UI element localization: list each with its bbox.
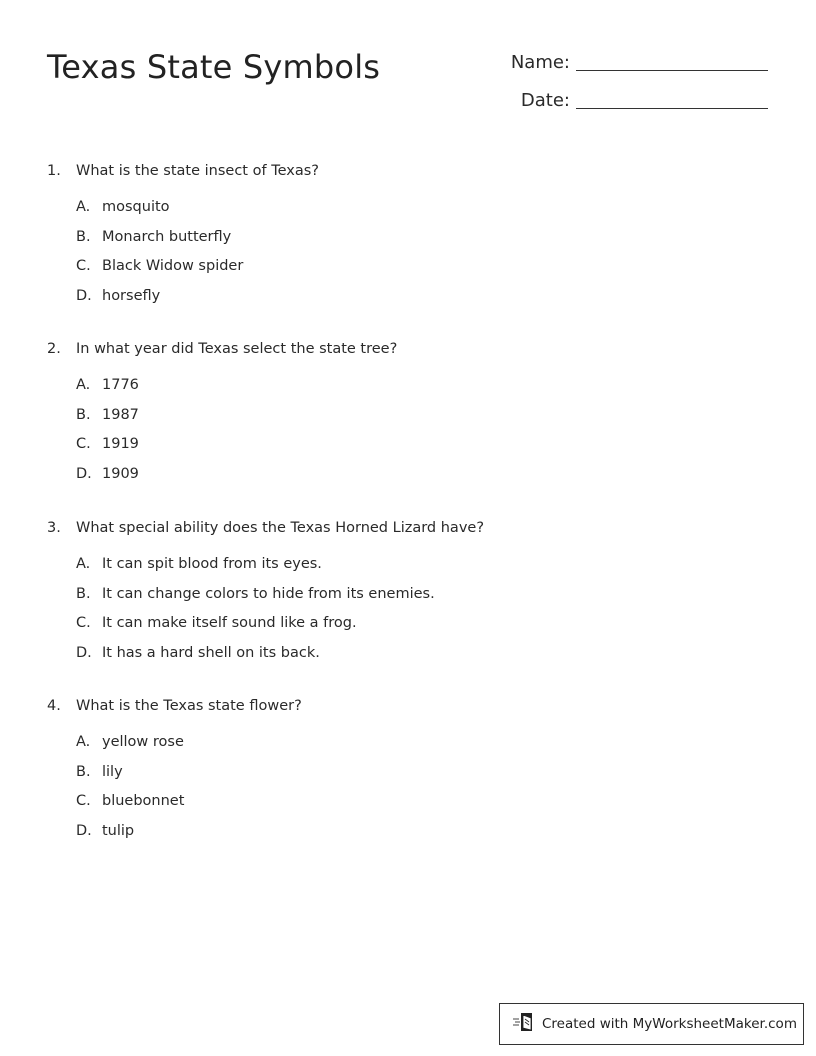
option-text: It can spit blood from its eyes. (102, 556, 322, 572)
answer-option (47, 823, 747, 853)
option-text: It has a hard shell on its back. (102, 644, 320, 661)
answer-option (47, 436, 747, 466)
name-blank-line (576, 69, 768, 71)
answer-option (47, 586, 747, 616)
answer-option (47, 764, 747, 794)
answer-options (47, 199, 747, 317)
option-letter: B. (76, 228, 91, 245)
option-letter: B. (76, 585, 91, 602)
answer-option (47, 288, 747, 318)
question-text: What special ability does the Texas Horned Lizard have? (76, 520, 485, 536)
option-letter: A. (76, 556, 91, 572)
option-letter: B. (76, 763, 91, 780)
answer-options (47, 734, 747, 852)
badge-text: Created with MyWorksheetMaker.com (542, 1016, 797, 1032)
answer-option (47, 199, 747, 229)
option-letter: D. (76, 822, 92, 839)
question-text: In what year did Texas select the state tree? (76, 341, 398, 357)
answer-option (47, 793, 747, 823)
date-field (490, 90, 768, 111)
created-with-badge[interactable] (499, 1003, 804, 1045)
question-text: What is the state insect of Texas? (76, 163, 319, 179)
date-blank-line (576, 107, 768, 109)
answer-options (47, 556, 747, 674)
answer-options (47, 377, 747, 495)
option-letter: D. (76, 465, 92, 482)
question-4 (47, 698, 747, 852)
answer-option (47, 466, 747, 496)
worksheet-title: Texas State Symbols (47, 48, 381, 86)
question-number: 4. (47, 698, 61, 714)
worksheet-maker-logo-icon (512, 1011, 542, 1037)
option-text: 1776 (102, 377, 139, 393)
question-1 (47, 163, 747, 317)
option-text: 1909 (102, 465, 139, 482)
answer-option (47, 377, 747, 407)
option-text: It can make itself sound like a frog. (102, 615, 357, 631)
option-text: tulip (102, 822, 135, 839)
option-letter: C. (76, 258, 91, 274)
option-letter: B. (76, 406, 91, 423)
answer-option (47, 229, 747, 259)
answer-option (47, 407, 747, 437)
option-text: Black Widow spider (102, 258, 244, 274)
option-letter: D. (76, 287, 92, 304)
question-3 (47, 520, 747, 674)
option-letter: C. (76, 793, 91, 809)
date-label: Date: (520, 90, 570, 111)
answer-option (47, 734, 747, 764)
answer-option (47, 258, 747, 288)
option-text: bluebonnet (102, 793, 185, 809)
question-number: 1. (47, 163, 61, 179)
option-text: lily (102, 763, 123, 780)
option-text: yellow rose (102, 734, 184, 750)
option-letter: A. (76, 734, 91, 750)
question-text: What is the Texas state flower? (76, 698, 302, 714)
option-letter: D. (76, 644, 92, 661)
option-text: 1919 (102, 436, 139, 452)
answer-option (47, 556, 747, 586)
answer-option (47, 615, 747, 645)
option-letter: A. (76, 377, 91, 393)
option-text: mosquito (102, 199, 170, 215)
question-2 (47, 341, 747, 495)
question-number: 2. (47, 341, 61, 357)
option-text: horsefly (102, 287, 161, 304)
option-letter: C. (76, 436, 91, 452)
option-letter: A. (76, 199, 91, 215)
answer-option (47, 645, 747, 675)
option-letter: C. (76, 615, 91, 631)
question-number: 3. (47, 520, 61, 536)
name-field (490, 52, 768, 73)
name-label: Name: (510, 52, 570, 73)
option-text: 1987 (102, 406, 139, 423)
option-text: It can change colors to hide from its enemies. (102, 585, 435, 602)
option-text: Monarch butterfly (102, 228, 232, 245)
